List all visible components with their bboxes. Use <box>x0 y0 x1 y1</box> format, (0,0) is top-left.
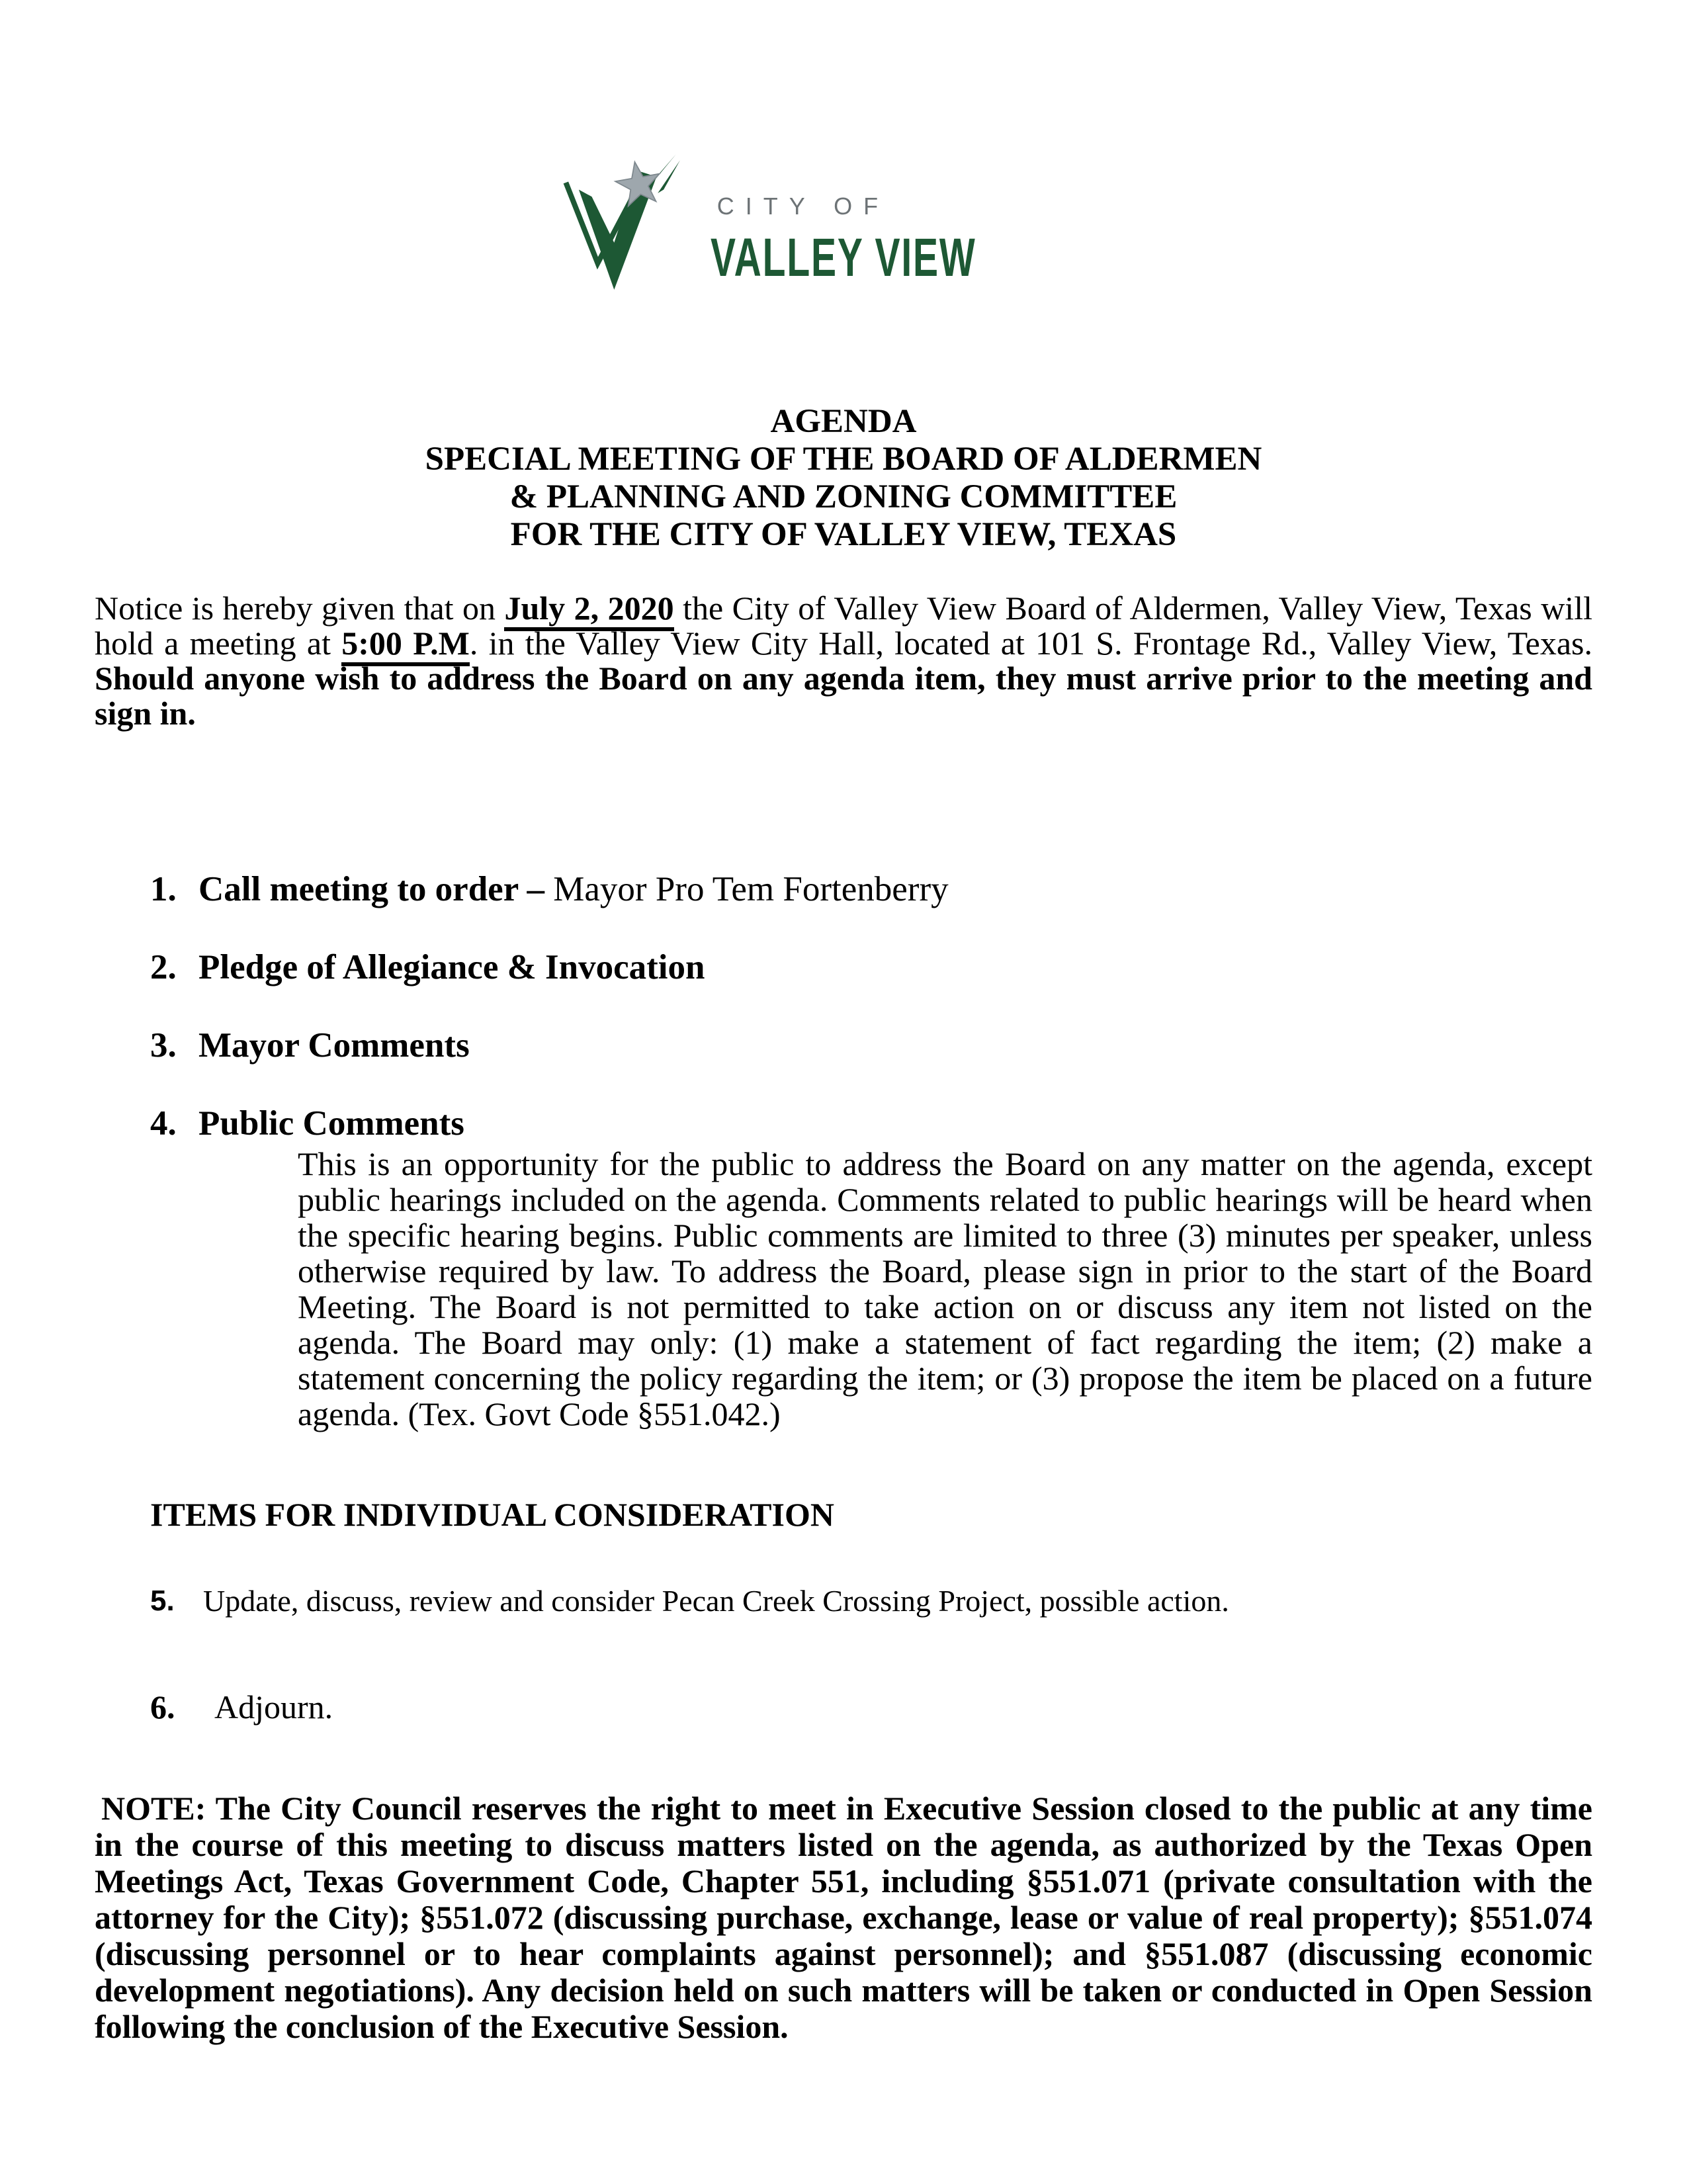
logo-trail-shape <box>658 160 680 193</box>
agenda-item-6 <box>95 1687 1592 1727</box>
logo-city-name-text: VALLEY VIEW <box>710 228 976 288</box>
title-line-agenda: AGENDA <box>770 403 917 440</box>
title-line-committee: & PLANNING AND ZONING COMMITTEE <box>509 478 1178 515</box>
agenda-list <box>95 869 1592 1727</box>
title-line-meeting: SPECIAL MEETING OF THE BOARD OF ALDERMEN <box>425 441 1262 478</box>
agenda-item-5 <box>95 1583 1592 1620</box>
title-line-city: FOR THE CITY OF VALLEY VIEW, TEXAS <box>510 516 1177 553</box>
agenda-item-4 <box>95 1103 1592 1432</box>
agenda-item-1 <box>95 869 1592 910</box>
notice-mid-text: the City of Valley View Board of Aldermen, Valley View, Texas will hold a meeting at <box>95 590 1592 662</box>
agenda-item-2 <box>95 947 1592 988</box>
logo-wordmark <box>710 154 1000 288</box>
agenda-item-4-number: 4. <box>150 1104 177 1143</box>
agenda-item-3-title: Mayor Comments <box>198 1026 470 1065</box>
logo-city-of-text: CITY OF <box>716 193 890 220</box>
agenda-item-6-text: Adjourn. <box>214 1688 333 1725</box>
agenda-item-5-text: Update, discuss, review and consider Pecan Creek Crossing Project, possible action. <box>203 1584 1229 1618</box>
city-logo <box>32 154 1530 298</box>
notice-location-text: . in the Valley View City Hall, located at 101 S. Frontage Rd., Valley View, Texas. <box>469 625 1592 662</box>
agenda-item-6-number: 6. <box>150 1688 175 1725</box>
title-block <box>95 403 1592 554</box>
agenda-item-1-title: Call meeting to order – <box>198 870 554 908</box>
agenda-item-2-number: 2. <box>150 948 177 986</box>
notice-lead-text: Notice is hereby given that on <box>95 590 505 627</box>
agenda-item-1-number: 1. <box>150 870 177 908</box>
public-comments-paragraph: This is an opportunity for the public to address the Board on any matter on the agenda, except public hearings included on the agenda. Comments related to public hearings will be heard when the specific hearing begins. Public comments are limited to three (3) minutes per speaker, unless otherwise required by law. To address the Board, please sign in prior to the start of the Board Meeting. The Board is not permitted to take action on or discuss any item not listed on the agenda. The Board may only: (1) make a statement of fact regarding the item; (2) make a statement concerning the policy regarding the item; or (3) propose the item be placed on a future agenda. (Tex. Govt Code §551.042.) <box>298 1145 1592 1432</box>
valley-view-check-star-logo-icon <box>562 154 680 296</box>
notice-meeting-time: 5:00 P.M <box>341 625 470 666</box>
agenda-item-2-title: Pledge of Allegiance & Invocation <box>198 948 705 986</box>
agenda-item-3 <box>95 1025 1592 1067</box>
agenda-item-3-number: 3. <box>150 1026 177 1065</box>
agenda-item-1-presenter: Mayor Pro Tem Fortenberry <box>553 870 949 908</box>
notice-signin-text: Should anyone wish to address the Board on any agenda item, they must arrive prior to the meeting and sign in. <box>95 660 1592 732</box>
notice-paragraph <box>95 591 1592 731</box>
agenda-item-4-title: Public Comments <box>198 1104 464 1143</box>
executive-session-note: NOTE: The City Council reserves the right to meet in Executive Session closed to the public at any time in the course of this meeting to discuss matters listed on the agenda, as authorized by the Texas Open Meetings Act, Texas Government Code, Chapter 551, including §551.071 (private consultation with the attorney for the City); §551.072 (discussing purchase, exchange, lease or value of real property); §551.074 (discussing personnel or to hear complaints against personnel); and §551.087 (discussing economic development negotiations). Any decision held on such matters will be taken or conducted in Open Session following the conclusion of the Executive Session. <box>95 1790 1592 2045</box>
items-for-consideration-header: ITEMS FOR INDIVIDUAL CONSIDERATION <box>150 1496 834 1533</box>
agenda-item-5-number: 5. <box>150 1585 175 1617</box>
notice-meeting-date: July 2, 2020 <box>504 590 673 631</box>
